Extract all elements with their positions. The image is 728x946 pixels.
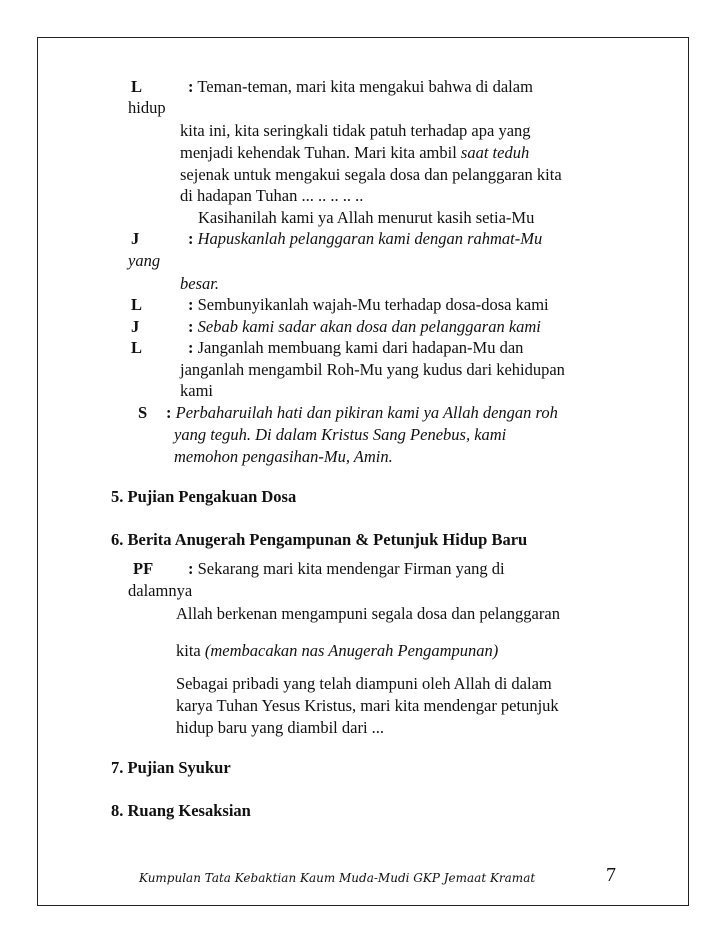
pf-wrap: dalamnya xyxy=(128,581,193,600)
litany-line: sejenak untuk mengakui segala dosa dan pelanggaran kita xyxy=(180,165,562,184)
litany-line: besar. xyxy=(180,274,219,293)
pf-line: Sebagai pribadi yang telah diampuni oleh Allah di dalam xyxy=(176,674,552,693)
speaker-j: J xyxy=(131,317,140,336)
speaker-l: L xyxy=(131,338,143,357)
litany-line: : Hapuskanlah pelanggaran kami dengan rahmat-Mu xyxy=(188,229,543,248)
litany-line: menjadi kehendak Tuhan. Mari kita ambil saat teduh xyxy=(180,143,530,162)
speaker-pf: PF xyxy=(133,559,154,578)
section-heading: 6. Berita Anugerah Pengampunan & Petunjuk Hidup Baru xyxy=(111,530,528,549)
pf-line: karya Tuhan Yesus Kristus, mari kita mendengar petunjuk xyxy=(176,696,559,715)
speaker-l: L xyxy=(131,77,143,96)
litany-line: : Perbaharuilah hati dan pikiran kami ya Allah dengan roh xyxy=(166,403,558,422)
section-heading: 7. Pujian Syukur xyxy=(111,758,231,777)
speaker-l: L xyxy=(131,295,143,314)
section-heading: 8. Ruang Kesaksian xyxy=(111,801,251,820)
litany-line: : Sembunyikanlah wajah-Mu terhadap dosa-dosa kami xyxy=(188,295,549,314)
pf-line: hidup baru yang diambil dari ... xyxy=(176,718,385,737)
litany-line: : Teman-teman, mari kita mengakui bahwa di dalam xyxy=(188,77,533,96)
litany-line: Kasihanilah kami ya Allah menurut kasih setia-Mu xyxy=(198,208,535,227)
litany-line: memohon pengasihan-Mu, Amin. xyxy=(174,447,393,466)
litany-line: yang teguh. Di dalam Kristus Sang Penebus, kami xyxy=(174,425,507,444)
litany-line: : Sebab kami sadar akan dosa dan pelanggaran kami xyxy=(188,317,541,336)
litany-line: janganlah mengambil Roh-Mu yang kudus dari kehidupan xyxy=(180,360,565,379)
section-heading: 5. Pujian Pengakuan Dosa xyxy=(111,487,297,506)
litany-wrap: yang xyxy=(128,251,161,270)
litany-line: kita ini, kita seringkali tidak patuh terhadap apa yang xyxy=(180,121,531,140)
footer-title: Kumpulan Tata Kebaktian Kaum Muda-Mudi GKP Jemaat Kramat xyxy=(139,871,536,885)
litany-line: kami xyxy=(180,381,213,400)
speaker-j: J xyxy=(131,229,140,248)
litany-wrap: hidup xyxy=(128,98,166,117)
pf-line: Allah berkenan mengampuni segala dosa dan pelanggaran xyxy=(176,604,560,623)
pf-line: : Sekarang mari kita mendengar Firman yang di xyxy=(188,559,505,578)
litany-line: : Janganlah membuang kami dari hadapan-Mu dan xyxy=(188,338,524,357)
pf-line: kita (membacakan nas Anugerah Pengampunan) xyxy=(176,641,499,660)
page-number: 7 xyxy=(606,864,616,886)
speaker-s: S xyxy=(138,403,148,422)
litany-line: di hadapan Tuhan ... .. .. .. .. xyxy=(180,186,364,205)
